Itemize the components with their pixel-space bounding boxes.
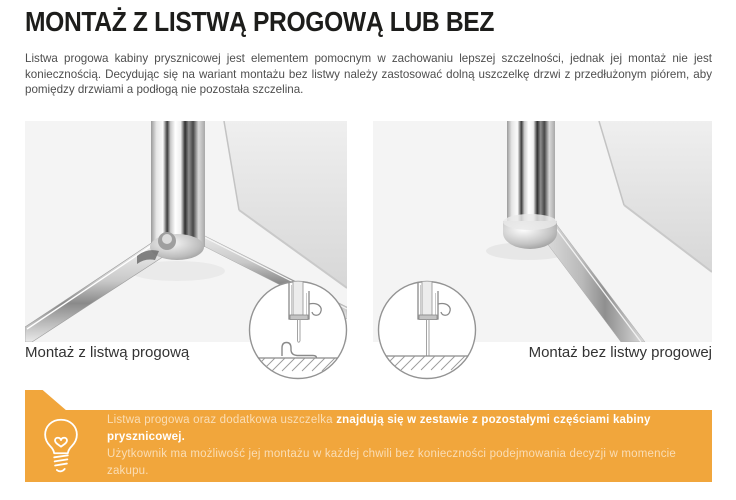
seal-cross-section-without-threshold-strip-diagram <box>375 278 479 382</box>
panel-with-threshold-strip <box>25 121 347 342</box>
lightbulb-icon <box>40 417 82 475</box>
panel-without-threshold-strip <box>373 121 712 342</box>
caption-without-strip: Montaż bez listwy progowej <box>528 344 712 361</box>
intro-paragraph: Listwa progowa kabiny prysznicowej jest elementem pomocnym w zachowaniu lepszej szczelności, jednak jej montaż nie jest koniecznością. Decydując się na wariant montażu bez listwy należy zastosować dolną uszczelkę drzwi z przedłużonym piórem, aby pomiędzy drzwiami a podłogą nie pozostała szczelina. <box>25 52 712 96</box>
page-title: MONTAŻ Z LISTWĄ PROGOWĄ LUB BEZ <box>25 6 495 37</box>
seal-cross-section-with-threshold-strip-diagram <box>246 278 350 382</box>
note-line-1 <box>107 412 694 446</box>
note-line-2: Użytkownik ma możliwość jej montażu w każdej chwili bez konieczności podejmowania decyzji w momencie zakupu. <box>107 448 677 477</box>
note-text <box>107 412 694 480</box>
note-line-1-regular: Listwa progowa oraz dodatkowa uszczelka <box>107 414 333 426</box>
caption-with-strip: Montaż z listwą progową <box>25 344 190 361</box>
note-line-1-bold: znajdują się w zestawie z pozostałymi częściami kabiny prysznicowej. <box>107 414 651 443</box>
note-banner-corner-tab <box>25 390 67 411</box>
note-banner <box>25 410 712 482</box>
